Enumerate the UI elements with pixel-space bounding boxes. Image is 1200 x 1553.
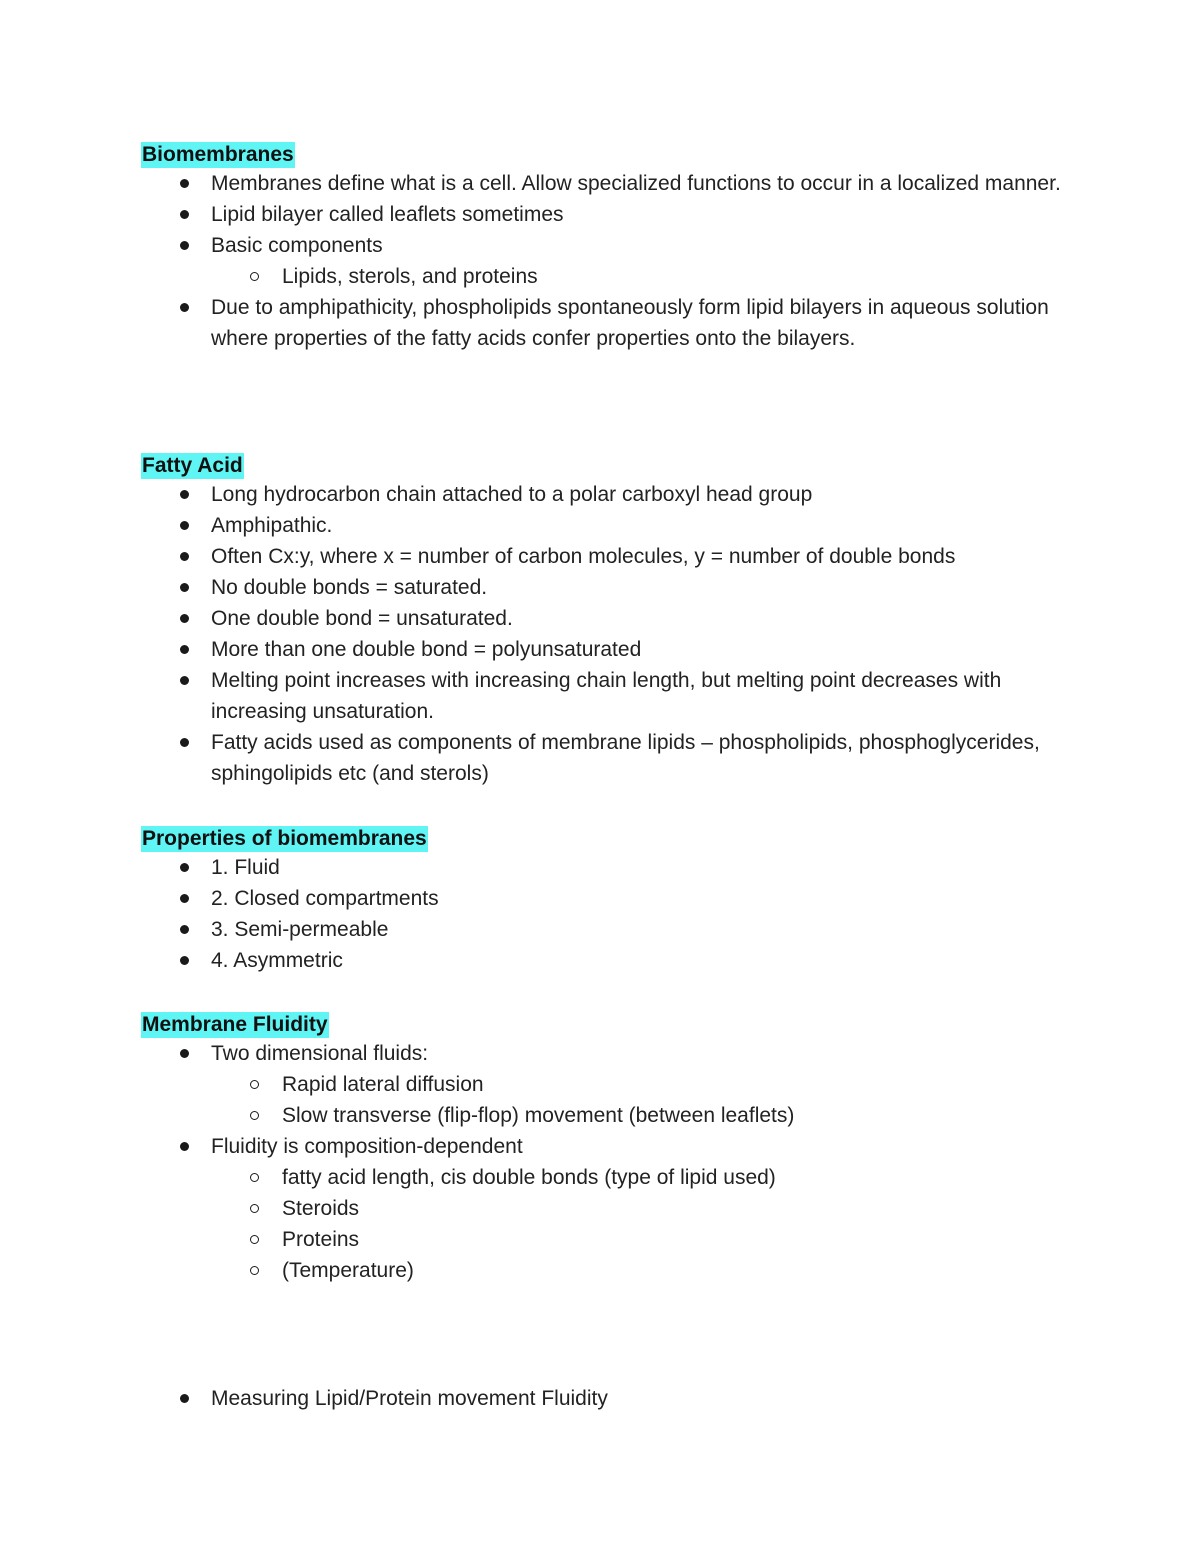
sub-list-item — [141, 1224, 1081, 1255]
list-item-text: 2. Closed compartments — [211, 887, 439, 910]
list-item — [141, 230, 1081, 261]
list-item-text: Long hydrocarbon chain attached to a polar carboxyl head group — [211, 483, 813, 506]
filled-bullet-icon — [180, 1049, 189, 1058]
sub-list-item — [141, 261, 1081, 292]
sub-list-item — [141, 1069, 1081, 1100]
filled-bullet-icon — [180, 956, 189, 965]
list-item-text: (Temperature) — [282, 1259, 414, 1282]
list-item-text: Melting point increases with increasing chain length, but melting point decreases with increasing unsaturation. — [211, 669, 1002, 723]
section-properties-of-biomembranes — [141, 826, 1081, 976]
list-item-text: 1. Fluid — [211, 856, 280, 879]
bullet-list — [141, 1038, 1081, 1069]
sub-list-item — [141, 1162, 1081, 1193]
list-item — [141, 168, 1081, 199]
list-item — [141, 727, 1081, 789]
list-item — [141, 541, 1081, 572]
filled-bullet-icon — [180, 925, 189, 934]
list-item — [141, 883, 1081, 914]
list-item — [141, 665, 1081, 727]
filled-bullet-icon — [180, 179, 189, 188]
filled-bullet-icon — [180, 738, 189, 747]
list-item-text: Slow transverse (flip-flop) movement (between leaflets) — [282, 1104, 795, 1127]
filled-bullet-icon — [180, 1142, 189, 1151]
list-item — [141, 852, 1081, 883]
hollow-bullet-icon — [250, 1235, 259, 1244]
list-item-text: Often Cx:y, where x = number of carbon molecules, y = number of double bonds — [211, 545, 956, 568]
list-item — [141, 479, 1081, 510]
sub-list-item — [141, 1100, 1081, 1131]
list-item-text: One double bond = unsaturated. — [211, 607, 513, 630]
list-item-text: fatty acid length, cis double bonds (type of lipid used) — [282, 1166, 776, 1189]
filled-bullet-icon — [180, 521, 189, 530]
list-item — [141, 199, 1081, 230]
section-heading: Properties of biomembranes — [142, 827, 427, 850]
list-item-text: 4. Asymmetric — [211, 949, 343, 972]
hollow-bullet-icon — [250, 1111, 259, 1120]
list-item-text: Proteins — [282, 1228, 360, 1251]
list-item-text: 3. Semi-permeable — [211, 918, 389, 941]
filled-bullet-icon — [180, 894, 189, 903]
filled-bullet-icon — [180, 210, 189, 219]
list-item — [141, 1131, 1081, 1162]
section-measuring-fluidity — [141, 1383, 1081, 1414]
list-item-text: Basic components — [211, 234, 383, 257]
list-item-text: Two dimensional fluids: — [211, 1042, 429, 1065]
list-item — [141, 634, 1081, 665]
filled-bullet-icon — [180, 303, 189, 312]
list-item — [141, 603, 1081, 634]
list-item — [141, 914, 1081, 945]
list-item — [141, 292, 1081, 354]
filled-bullet-icon — [180, 676, 189, 685]
list-item-text: Fluidity is composition-dependent — [211, 1135, 523, 1158]
list-item-text: More than one double bond = polyunsaturated — [211, 638, 642, 661]
sub-bullet-list — [141, 261, 1081, 292]
section-biomembranes — [141, 142, 1081, 354]
filled-bullet-icon — [180, 1394, 189, 1403]
list-item — [141, 1038, 1081, 1069]
list-item-text: No double bonds = saturated. — [211, 576, 488, 599]
bullet-list — [141, 1131, 1081, 1162]
filled-bullet-icon — [180, 863, 189, 872]
filled-bullet-icon — [180, 490, 189, 499]
filled-bullet-icon — [180, 241, 189, 250]
section-heading: Fatty Acid — [142, 454, 243, 477]
sub-bullet-list — [141, 1069, 1081, 1131]
bullet-list — [141, 852, 1081, 976]
list-item-text: Steroids — [282, 1197, 360, 1220]
section-heading: Membrane Fluidity — [142, 1013, 328, 1036]
list-item-text: Amphipathic. — [211, 514, 333, 537]
section-membrane-fluidity — [141, 1012, 1081, 1286]
hollow-bullet-icon — [250, 1173, 259, 1182]
list-item-text: Measuring Lipid/Protein movement Fluidity — [211, 1387, 608, 1410]
sub-list-item — [141, 1193, 1081, 1224]
hollow-bullet-icon — [250, 1204, 259, 1213]
list-item-text: Fatty acids used as components of membrane lipids – phospholipids, phosphoglycerides, sphingolipids etc (and sterols) — [211, 731, 1040, 785]
list-item-text: Lipids, sterols, and proteins — [282, 265, 538, 288]
bullet-list — [141, 168, 1081, 261]
section-heading: Biomembranes — [142, 143, 294, 166]
bullet-list — [141, 1383, 1081, 1414]
hollow-bullet-icon — [250, 1080, 259, 1089]
list-item-text: Membranes define what is a cell. Allow specialized functions to occur in a localized manner. — [211, 172, 1061, 195]
bullet-list — [141, 292, 1081, 354]
list-item-text: Due to amphipathicity, phospholipids spontaneously form lipid bilayers in aqueous solution where properties of the fatty acids confer properties onto the bilayers. — [211, 296, 1049, 350]
list-item — [141, 510, 1081, 541]
list-item — [141, 572, 1081, 603]
section-fatty-acid — [141, 453, 1081, 789]
filled-bullet-icon — [180, 645, 189, 654]
list-item — [141, 1383, 1081, 1414]
list-item-text: Lipid bilayer called leaflets sometimes — [211, 203, 564, 226]
sub-list-item — [141, 1255, 1081, 1286]
hollow-bullet-icon — [250, 1266, 259, 1275]
filled-bullet-icon — [180, 614, 189, 623]
filled-bullet-icon — [180, 583, 189, 592]
sub-bullet-list — [141, 1162, 1081, 1286]
bullet-list — [141, 479, 1081, 789]
list-item-text: Rapid lateral diffusion — [282, 1073, 484, 1096]
hollow-bullet-icon — [250, 272, 259, 281]
filled-bullet-icon — [180, 552, 189, 561]
list-item — [141, 945, 1081, 976]
